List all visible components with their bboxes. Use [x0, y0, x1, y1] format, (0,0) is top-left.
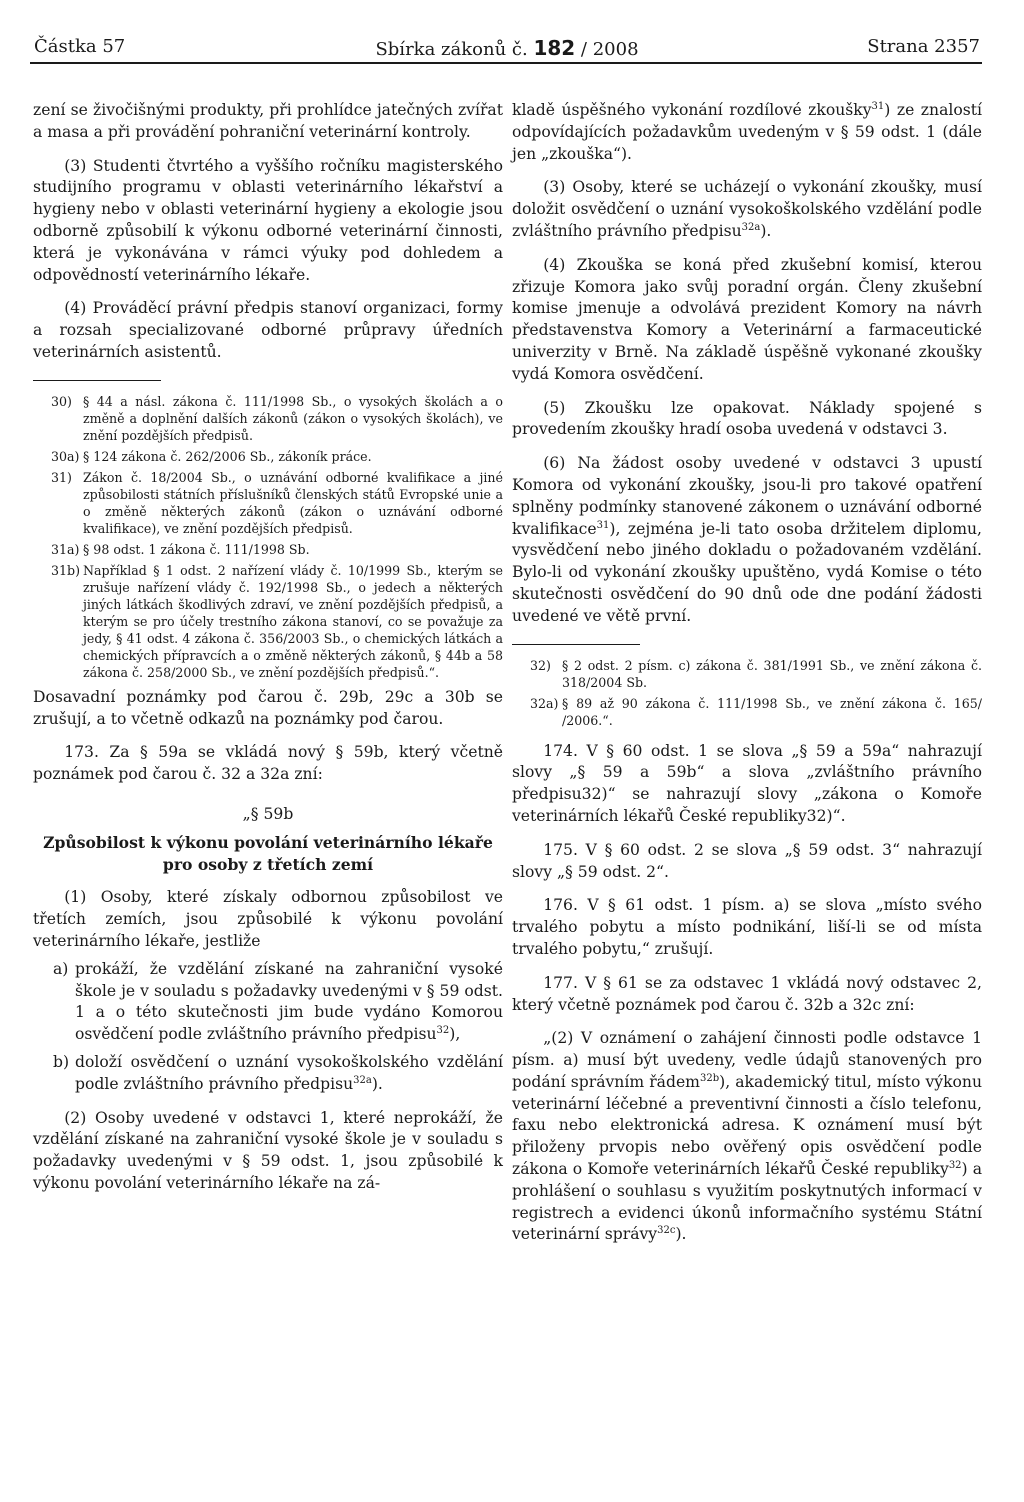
- list-text: doloží osvědčení o uznání vysokoškolského vzdělání podle zvláštního právního předpisu: [75, 1052, 503, 1093]
- footnote-mark: 31a): [51, 541, 80, 557]
- amendment-177: 177. V § 61 se za odstavec 1 vkládá nový odstavec 2, který včetně poznámek pod čarou č. 32b a 32c zní:: [512, 973, 982, 1014]
- footnote-text: Například § 1 odst. 2 nařízení vlády č. 10/1999 Sb., kterým se zrušuje nařízení vlády č. 192/1998 Sb., o jedech a některých jiných látkách škodlivých zdraví, ve znění pozdějších předpisů, a kterým se pro účely trestního zákona stanoví, co se považuje za jedy, § 41 odst. 4 zákona č. 356/2003 Sb., o chemických látkách a chemických přípravcích a o změně některých zákonů, § 44b a 58 zákona č. 258/2000 Sb., ve znění pozdějších předpisů.“.: [83, 562, 503, 680]
- list-label: b): [53, 1052, 70, 1071]
- amendment-176: 176. V § 61 odst. 1 písm. a) se slova „místo svého trvalého pobytu a místo podnikání, liší-li se od místa trvalého pobytu,“ zrušují.: [512, 896, 982, 958]
- paragraph-after-footnotes: Dosavadní poznámky pod čarou č. 29b, 29c a 30b se zrušují, a to včetně odkazů na poznámky pod čarou.: [33, 687, 503, 728]
- footnote-30a: [33, 448, 503, 465]
- paragraph-4: (4) Prováděcí právní předpis stanoví organizaci, formy a rozsah specializované odborné průpravy úředních veterinárních asistentů.: [33, 299, 503, 361]
- amendment-173: 173. Za § 59a se vkládá nový § 59b, který včetně poznámek pod čarou č. 32 a 32a zní:: [33, 743, 503, 784]
- footnote-mark: 32a): [530, 695, 559, 711]
- text: ).: [760, 221, 772, 240]
- list-text-end: ).: [371, 1074, 383, 1093]
- paragraph-3: (3) Studenti čtvrtého a vyššího ročníku magisterského studijního programu v oblasti veterinárního lékařství a hygieny nebo v oblasti veterinární hygieny a ekologie jsou odborně způsobilí k výkonu odborné veterinární činnosti, která je vykonávána v rámci výuky pod dohledem a odpovědností veterinárního lékaře.: [33, 156, 503, 284]
- footnote-ref: 31: [596, 519, 610, 531]
- journal-number: 182: [533, 36, 576, 60]
- footnote-31: [33, 469, 503, 537]
- footnote-text: § 124 zákona č. 262/2006 Sb., zákoník práce.: [83, 448, 372, 464]
- paragraph-5: (5) Zkoušku lze opakovat. Náklady spojené s provedením zkoušky hradí osoba uvedená v odstavci 3.: [512, 398, 982, 439]
- footnote-text: § 89 až 90 zákona č. 111/1998 Sb., ve znění zákona č. 165/ /2006.“.: [562, 695, 982, 728]
- text: (6) Na žádost osoby uvedené v odstavci 3 upustí Komora od vykonání zkoušky, jsou-li pro takové opatření splněny podmínky stanovené zákonem o uznávání odborné kvalifikace: [512, 454, 982, 538]
- footnote-30: [33, 393, 503, 444]
- page-header: [34, 30, 980, 60]
- footnote-mark: 32): [530, 657, 551, 673]
- section-paragraph-1: (1) Osoby, které získaly odbornou způsobilost ve třetích zemích, jsou způsobilé k výkonu povolání veterinárního lékaře, jestliže: [33, 888, 503, 950]
- footnote-text: § 44 a násl. zákona č. 111/1998 Sb., o vysokých školách a o změně a doplnění dalších zákonů (zákon o vysokých školách), ve znění pozdějších předpisů.: [83, 393, 503, 443]
- header-page-number: Strana 2357: [867, 36, 980, 57]
- text: ) ze znalostí odpovídajících požadavkům uvedeným v § 59 odst. 1 (dále jen „zkouška“).: [512, 101, 982, 163]
- text: kladě úspěšného vykonání rozdílové zkoušky: [512, 101, 872, 119]
- text: ) a prohlášení o souhlasu s využitím poskytnutých informací v registrech a evidenci úkonů informačního systému Státní veterinární správy: [512, 1160, 983, 1244]
- footnote-ref: 32: [436, 1024, 450, 1036]
- footnote-text: § 98 odst. 1 zákona č. 111/1998 Sb.: [83, 541, 310, 557]
- paragraph-4: (4) Zkouška se koná před zkušební komisí, kterou zřizuje Komora jako svůj poradní orgán. Členy zkušební komise jmenuje a odvolává prezident Komory na návrh představenstva Komory a Veterinární a farmaceutické univerzity v Brně. Na základě úspěšně vykonané zkoušky vydá Komora osvědčení.: [512, 255, 982, 383]
- footnote-32: [512, 657, 982, 691]
- footnote-ref: 32a: [741, 221, 761, 233]
- list-item-b: [33, 1052, 503, 1096]
- header-part: Částka 57: [34, 36, 126, 57]
- footnote-32a: [512, 695, 982, 729]
- footnote-ref: 32b: [699, 1072, 720, 1084]
- amendment-174: 174. V § 60 odst. 1 se slova „§ 59 a 59a“ nahrazují slovy „§ 59 a 59b“ a slova „zvláštního právního předpisu32)“ se nahrazují slovy „zákona o Komoře veterinárních lékařů České republiky32)“.: [512, 741, 982, 825]
- left-column: [33, 100, 503, 1195]
- header-journal: [34, 36, 980, 60]
- footnote-divider: [512, 644, 640, 645]
- footnote-ref: 32c: [657, 1225, 676, 1237]
- footnote-mark: 31): [51, 469, 72, 485]
- paragraph-continuation: zení se živočišnými produkty, při prohlídce jatečných zvířat a masa a při provádění pohraniční veterinární kontroly.: [33, 101, 503, 141]
- paragraph-3: [512, 177, 982, 242]
- footnote-31b: [33, 562, 503, 681]
- section-paragraph-2: (2) Osoby uvedené v odstavci 1, které neprokáží, že vzdělání získané na zahraniční vysoké škole je v souladu s požadavky uvedenými v § 59 odst. 1, jsou způsobilé k výkonu povolání veterinárního lékaře na zá-: [33, 1108, 503, 1192]
- header-divider: [30, 62, 982, 64]
- journal-title: Sbírka zákonů č.: [375, 39, 528, 60]
- paragraph-6: [512, 453, 982, 627]
- footnote-divider: [33, 380, 161, 381]
- footnote-text: § 2 odst. 2 písm. c) zákona č. 381/1991 Sb., ve znění zákona č. 318/2004 Sb.: [562, 657, 982, 690]
- text: (3) Osoby, které se ucházejí o vykonání zkoušky, musí doložit osvědčení o uznání vysokoškolského vzdělání podle zvláštního právního předpisu: [512, 178, 982, 240]
- right-column: [512, 100, 982, 1246]
- text: ).: [675, 1225, 687, 1244]
- footnote-ref: 31: [871, 100, 885, 112]
- journal-year: / 2008: [580, 39, 639, 60]
- footnote-text: Zákon č. 18/2004 Sb., o uznávání odborné kvalifikace a jiné způsobilosti státních příslušníků členských států Evropské unie a o změně některých zákonů (zákon o uznávání odborné kvalifikace), ve znění pozdějších předpisů.: [83, 469, 503, 536]
- section-number: „§ 59b: [242, 804, 294, 823]
- text: ), akademický titul, místo výkonu veterinární léčebné a preventivní činnosti a číslo telefonu, faxu nebo elektronická adresa. K oznámení musí být přiloženy prvopis nebo ověřený opis osvědčení podle zákona o Komoře veterinárních lékařů České republiky: [512, 1072, 982, 1179]
- quoted-paragraph-2: [512, 1028, 982, 1246]
- paragraph-continuation: [512, 100, 982, 165]
- text: „(2) V oznámení o zahájení činnosti podle odstavce 1 písm. a) musí být uvedeny, vedle údajů stanovených pro podání správním řádem: [512, 1029, 982, 1091]
- footnote-31a: [33, 541, 503, 558]
- footnote-ref: 32a: [353, 1074, 372, 1086]
- list-text: prokáží, že vzdělání získané na zahraniční vysoké škole je v souladu s požadavky uvedenými v § 59 odst. 1 a o této skutečnosti jim bude vydáno Komorou osvědčení podle zvláštního právního předpisu: [75, 959, 503, 1044]
- list-item-a: [33, 959, 503, 1046]
- amendment-175: 175. V § 60 odst. 2 se slova „§ 59 odst. 3“ nahrazují slovy „§ 59 odst. 2“.: [512, 840, 982, 881]
- footnote-mark: 30a): [51, 448, 80, 464]
- footnote-ref: 32: [948, 1159, 962, 1171]
- section-title: Způsobilost k výkonu povolání veterinárního lékaře pro osoby z třetích zemí: [43, 832, 493, 874]
- list-text-end: ),: [449, 1025, 461, 1044]
- text: ), zejména je-li tato osoba držitelem diplomu, vysvědčení nebo jiného dokladu o požadovaném vzdělání. Bylo-li od vykonání zkoušky upuštěno, vydá Komise o této skutečnosti osvědčení do 90 dnů ode dne podání žádosti uvedené ve větě první.: [512, 519, 982, 625]
- footnote-mark: 31b): [51, 562, 81, 578]
- footnote-mark: 30): [51, 393, 72, 409]
- list-label: a): [53, 959, 69, 978]
